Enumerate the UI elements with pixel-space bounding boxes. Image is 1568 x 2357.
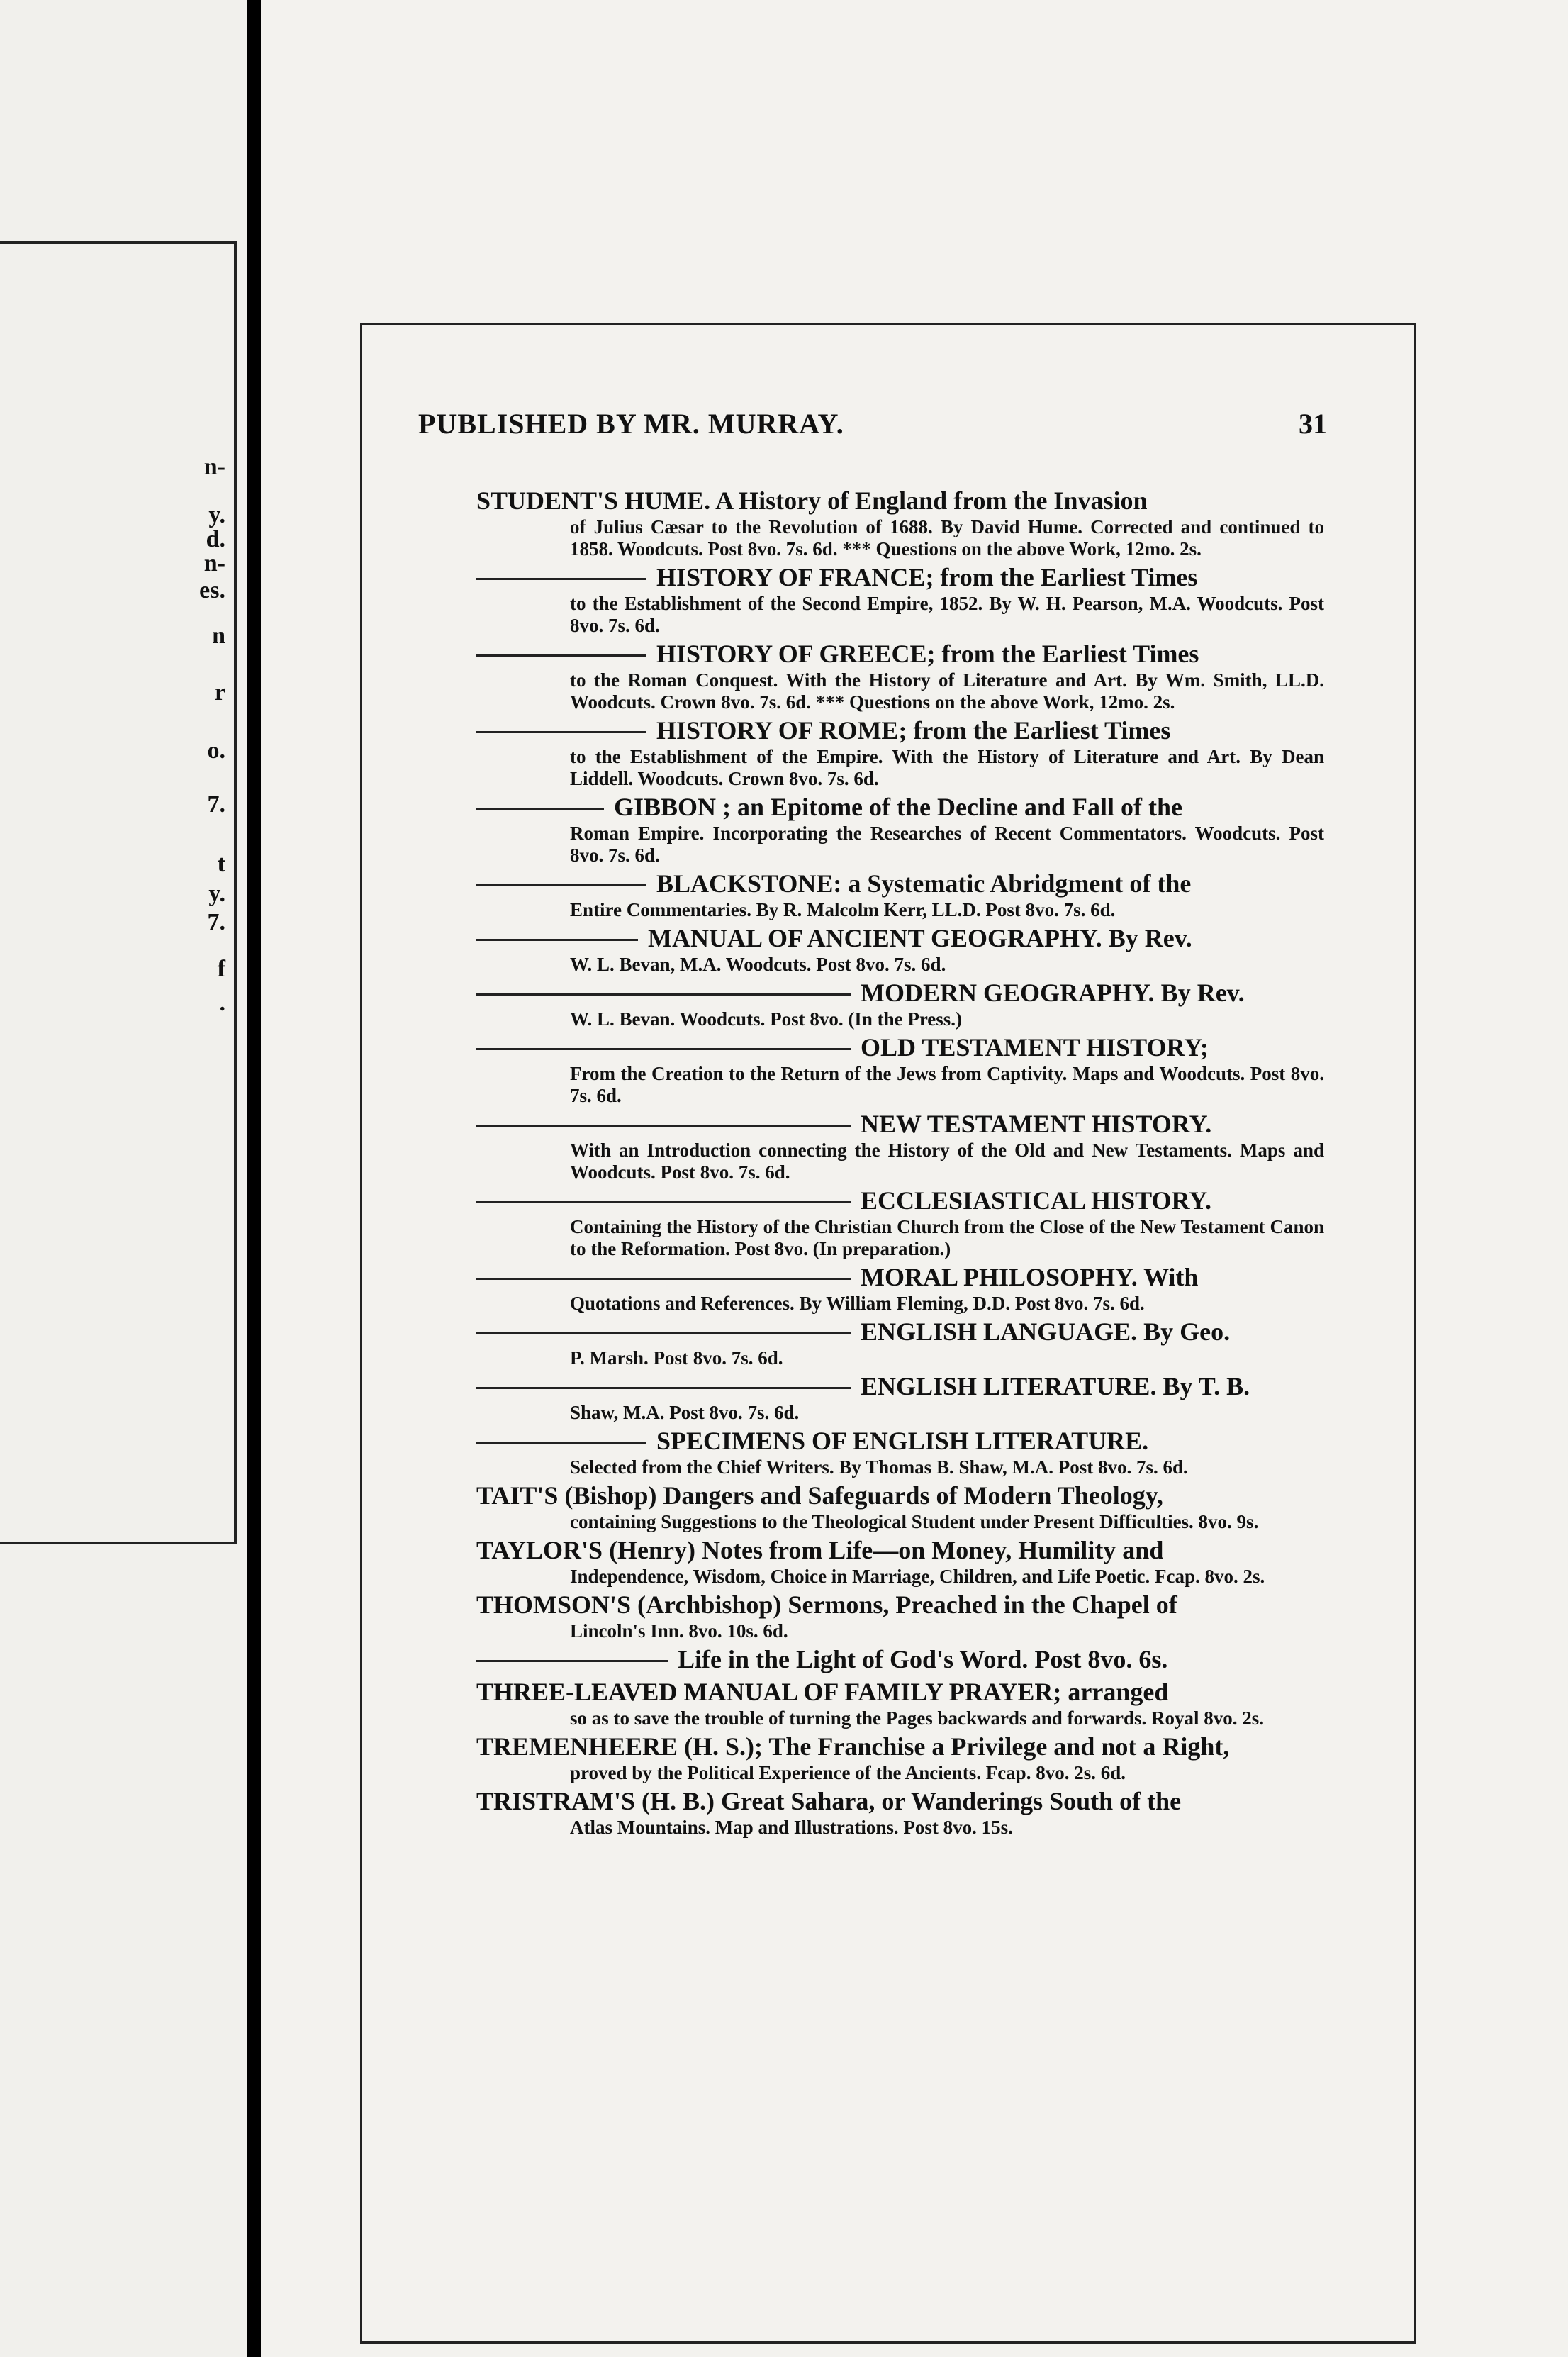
- entry-heading: HISTORY OF ROME; from the Earliest Times: [656, 716, 1171, 745]
- entry-heading-line: [476, 1032, 1324, 1063]
- catalogue-entry: [476, 639, 1324, 713]
- entry-heading: STUDENT'S HUME. A History of England from the Invasion: [476, 486, 1148, 515]
- ditto-rule: [476, 1660, 668, 1662]
- entry-heading: TREMENHEERE (H. S.); The Franchise a Privilege and not a Right,: [476, 1732, 1230, 1761]
- ditto-rule: [476, 731, 646, 733]
- entry-heading-line: [476, 1481, 1324, 1511]
- catalogue-entry: [476, 1677, 1324, 1729]
- catalogue-entry: [476, 869, 1324, 921]
- left-fragment-text: t: [217, 851, 225, 877]
- catalogue-entry: [476, 1786, 1324, 1839]
- left-page-fragment: [0, 0, 247, 2357]
- entry-heading: TRISTRAM'S (H. B.) Great Sahara, or Wanderings South of the: [476, 1787, 1182, 1815]
- entry-details: From the Creation to the Return of the Jews from Captivity. Maps and Woodcuts. Post 8vo. 7s. 6d.: [570, 1063, 1324, 1106]
- entry-details: W. L. Bevan. Woodcuts. Post 8vo. (In the Press.): [570, 1008, 963, 1030]
- entry-heading: NEW TESTAMENT HISTORY.: [861, 1110, 1212, 1138]
- ditto-rule: [476, 808, 604, 810]
- entry-heading-line: [476, 715, 1324, 746]
- entry-heading: MODERN GEOGRAPHY. By Rev.: [861, 979, 1245, 1007]
- entry-details: Independence, Wisdom, Choice in Marriage, Children, and Life Poetic. Fcap. 8vo. 2s.: [570, 1566, 1265, 1587]
- catalogue-entry: [476, 1481, 1324, 1533]
- ditto-rule: [476, 1278, 851, 1280]
- catalogue-entry: [476, 1186, 1324, 1260]
- ditto-rule: [476, 939, 638, 941]
- entry-heading-line: [476, 1426, 1324, 1456]
- entry-details: With an Introduction connecting the History of the Old and New Testaments. Maps and Woodcuts. Post 8vo. 7s. 6d.: [570, 1140, 1324, 1183]
- left-fragment-text: y.: [208, 502, 225, 528]
- left-fragment-text: 7.: [207, 791, 225, 818]
- ditto-rule: [476, 578, 646, 580]
- entry-heading-line: [476, 1262, 1324, 1293]
- entry-heading-line: [476, 1535, 1324, 1566]
- entry-details: to the Establishment of the Second Empire, 1852. By W. H. Pearson, M.A. Woodcuts. Post 8vo. 7s. 6d.: [570, 593, 1324, 636]
- entry-details: proved by the Political Experience of the Ancients. Fcap. 8vo. 2s. 6d.: [570, 1762, 1126, 1783]
- entry-heading-line: [476, 792, 1324, 823]
- entry-heading: TAYLOR'S (Henry) Notes from Life—on Money, Humility and: [476, 1536, 1164, 1564]
- entry-heading-line: [476, 978, 1324, 1008]
- entry-details: so as to save the trouble of turning the Pages backwards and forwards. Royal 8vo. 2s.: [570, 1707, 1265, 1729]
- entry-details: containing Suggestions to the Theological Student under Present Difficulties. 8vo. 9s.: [570, 1511, 1259, 1532]
- catalogue-list: [476, 486, 1324, 1841]
- catalogue-entry: [476, 486, 1324, 560]
- entry-heading: HISTORY OF GREECE; from the Earliest Times: [656, 640, 1199, 668]
- catalogue-entry: [476, 1644, 1324, 1675]
- entry-heading: MANUAL OF ANCIENT GEOGRAPHY. By Rev.: [648, 924, 1192, 952]
- entry-heading: HISTORY OF FRANCE; from the Earliest Times: [656, 563, 1198, 591]
- entry-heading: Life in the Light of God's Word. Post 8vo. 6s.: [678, 1645, 1168, 1673]
- entry-details: Atlas Mountains. Map and Illustrations. Post 8vo. 15s.: [570, 1817, 1013, 1838]
- entry-heading: THOMSON'S (Archbishop) Sermons, Preached in the Chapel of: [476, 1590, 1177, 1619]
- catalogue-entry: [476, 715, 1324, 790]
- entry-heading: TAIT'S (Bishop) Dangers and Safeguards of Modern Theology,: [476, 1481, 1163, 1510]
- entry-heading: ENGLISH LANGUAGE. By Geo.: [861, 1317, 1231, 1346]
- catalogue-entry: [476, 1032, 1324, 1107]
- catalogue-entry: [476, 923, 1324, 976]
- entry-heading-line: [476, 639, 1324, 669]
- catalogue-entry: [476, 1317, 1324, 1369]
- ditto-rule: [476, 1048, 851, 1050]
- entry-heading-line: [476, 1590, 1324, 1620]
- entry-heading: ENGLISH LITERATURE. By T. B.: [861, 1372, 1250, 1400]
- ditto-rule: [476, 1125, 851, 1127]
- entry-heading: OLD TESTAMENT HISTORY;: [861, 1033, 1209, 1062]
- entry-heading: THREE-LEAVED MANUAL OF FAMILY PRAYER; arranged: [476, 1678, 1169, 1706]
- left-fragment-text: d.: [206, 526, 225, 552]
- entry-heading: SPECIMENS OF ENGLISH LITERATURE.: [656, 1427, 1149, 1455]
- catalogue-entry: [476, 1426, 1324, 1478]
- running-header: PUBLISHED BY MR. MURRAY.: [418, 408, 844, 440]
- ditto-rule: [476, 993, 851, 996]
- entry-details: Selected from the Chief Writers. By Thomas B. Shaw, M.A. Post 8vo. 7s. 6d.: [570, 1456, 1188, 1478]
- entry-heading: MORAL PHILOSOPHY. With: [861, 1263, 1199, 1291]
- ditto-rule: [476, 1201, 851, 1203]
- catalogue-entry: [476, 1732, 1324, 1784]
- left-fragment-text: es.: [199, 577, 225, 603]
- left-fragment-text: n-: [203, 550, 225, 576]
- entry-heading-line: [476, 1186, 1324, 1216]
- entry-heading-line: [476, 869, 1324, 899]
- catalogue-entry: [476, 1590, 1324, 1642]
- entry-heading-line: [476, 1371, 1324, 1402]
- catalogue-entry: [476, 1535, 1324, 1588]
- entry-details: of Julius Cæsar to the Revolution of 1688. By David Hume. Corrected and continued to 1858. Woodcuts. Post 8vo. 7s. 6d. *** Questions on the above Work, 12mo. 2s.: [570, 516, 1324, 559]
- ditto-rule: [476, 654, 646, 657]
- entry-details: to the Roman Conquest. With the History of Literature and Art. By Wm. Smith, LL.D. Woodcuts. Crown 8vo. 7s. 6d. *** Questions on the above Work, 12mo. 2s.: [570, 669, 1324, 713]
- left-page-frame: [0, 241, 237, 1544]
- left-fragment-text: y.: [208, 881, 225, 907]
- left-fragment-text: o.: [207, 737, 225, 764]
- left-fragment-text: r: [214, 679, 225, 706]
- entry-heading-line: [476, 1732, 1324, 1762]
- left-fragment-text: .: [219, 990, 225, 1016]
- entry-details: Roman Empire. Incorporating the Researches of Recent Commentators. Woodcuts. Post 8vo. 7s. 6d.: [570, 823, 1324, 866]
- catalogue-entry: [476, 1262, 1324, 1315]
- entry-heading-line: [476, 562, 1324, 593]
- catalogue-entry: [476, 1371, 1324, 1424]
- left-fragment-text: n-: [203, 454, 225, 480]
- page-number: 31: [1299, 408, 1327, 440]
- entry-heading-line: [476, 1644, 1324, 1675]
- catalogue-entry: [476, 978, 1324, 1030]
- entry-details: Lincoln's Inn. 8vo. 10s. 6d.: [570, 1620, 788, 1642]
- entry-heading: GIBBON ; an Epitome of the Decline and Fall of the: [614, 793, 1182, 821]
- catalogue-entry: [476, 792, 1324, 867]
- entry-heading-line: [476, 1677, 1324, 1707]
- entry-details: P. Marsh. Post 8vo. 7s. 6d.: [570, 1347, 783, 1369]
- entry-heading: ECCLESIASTICAL HISTORY.: [861, 1186, 1211, 1215]
- catalogue-entry: [476, 1109, 1324, 1183]
- entry-heading-line: [476, 923, 1324, 954]
- ditto-rule: [476, 1387, 851, 1389]
- entry-details: W. L. Bevan, M.A. Woodcuts. Post 8vo. 7s. 6d.: [570, 954, 946, 975]
- entry-details: Shaw, M.A. Post 8vo. 7s. 6d.: [570, 1402, 800, 1423]
- entry-details: Quotations and References. By William Fleming, D.D. Post 8vo. 7s. 6d.: [570, 1293, 1145, 1314]
- ditto-rule: [476, 884, 646, 886]
- entry-details: Entire Commentaries. By R. Malcolm Kerr, LL.D. Post 8vo. 7s. 6d.: [570, 899, 1116, 920]
- entry-details: Containing the History of the Christian Church from the Close of the New Testament Canon to the Reformation. Post 8vo. (In preparation.): [570, 1216, 1324, 1259]
- ditto-rule: [476, 1332, 851, 1334]
- entry-heading: BLACKSTONE: a Systematic Abridgment of the: [656, 869, 1192, 898]
- ditto-rule: [476, 1442, 646, 1444]
- entry-heading-line: [476, 1317, 1324, 1347]
- entry-heading-line: [476, 1109, 1324, 1140]
- left-fragment-text: 7.: [207, 909, 225, 935]
- left-fragment-text: f: [217, 956, 225, 982]
- catalogue-entry: [476, 562, 1324, 637]
- left-fragment-text: n: [212, 623, 225, 649]
- entry-heading-line: [476, 1786, 1324, 1817]
- entry-heading-line: [476, 486, 1324, 516]
- entry-details: to the Establishment of the Empire. With the History of Literature and Art. By Dean Liddell. Woodcuts. Crown 8vo. 7s. 6d.: [570, 746, 1324, 789]
